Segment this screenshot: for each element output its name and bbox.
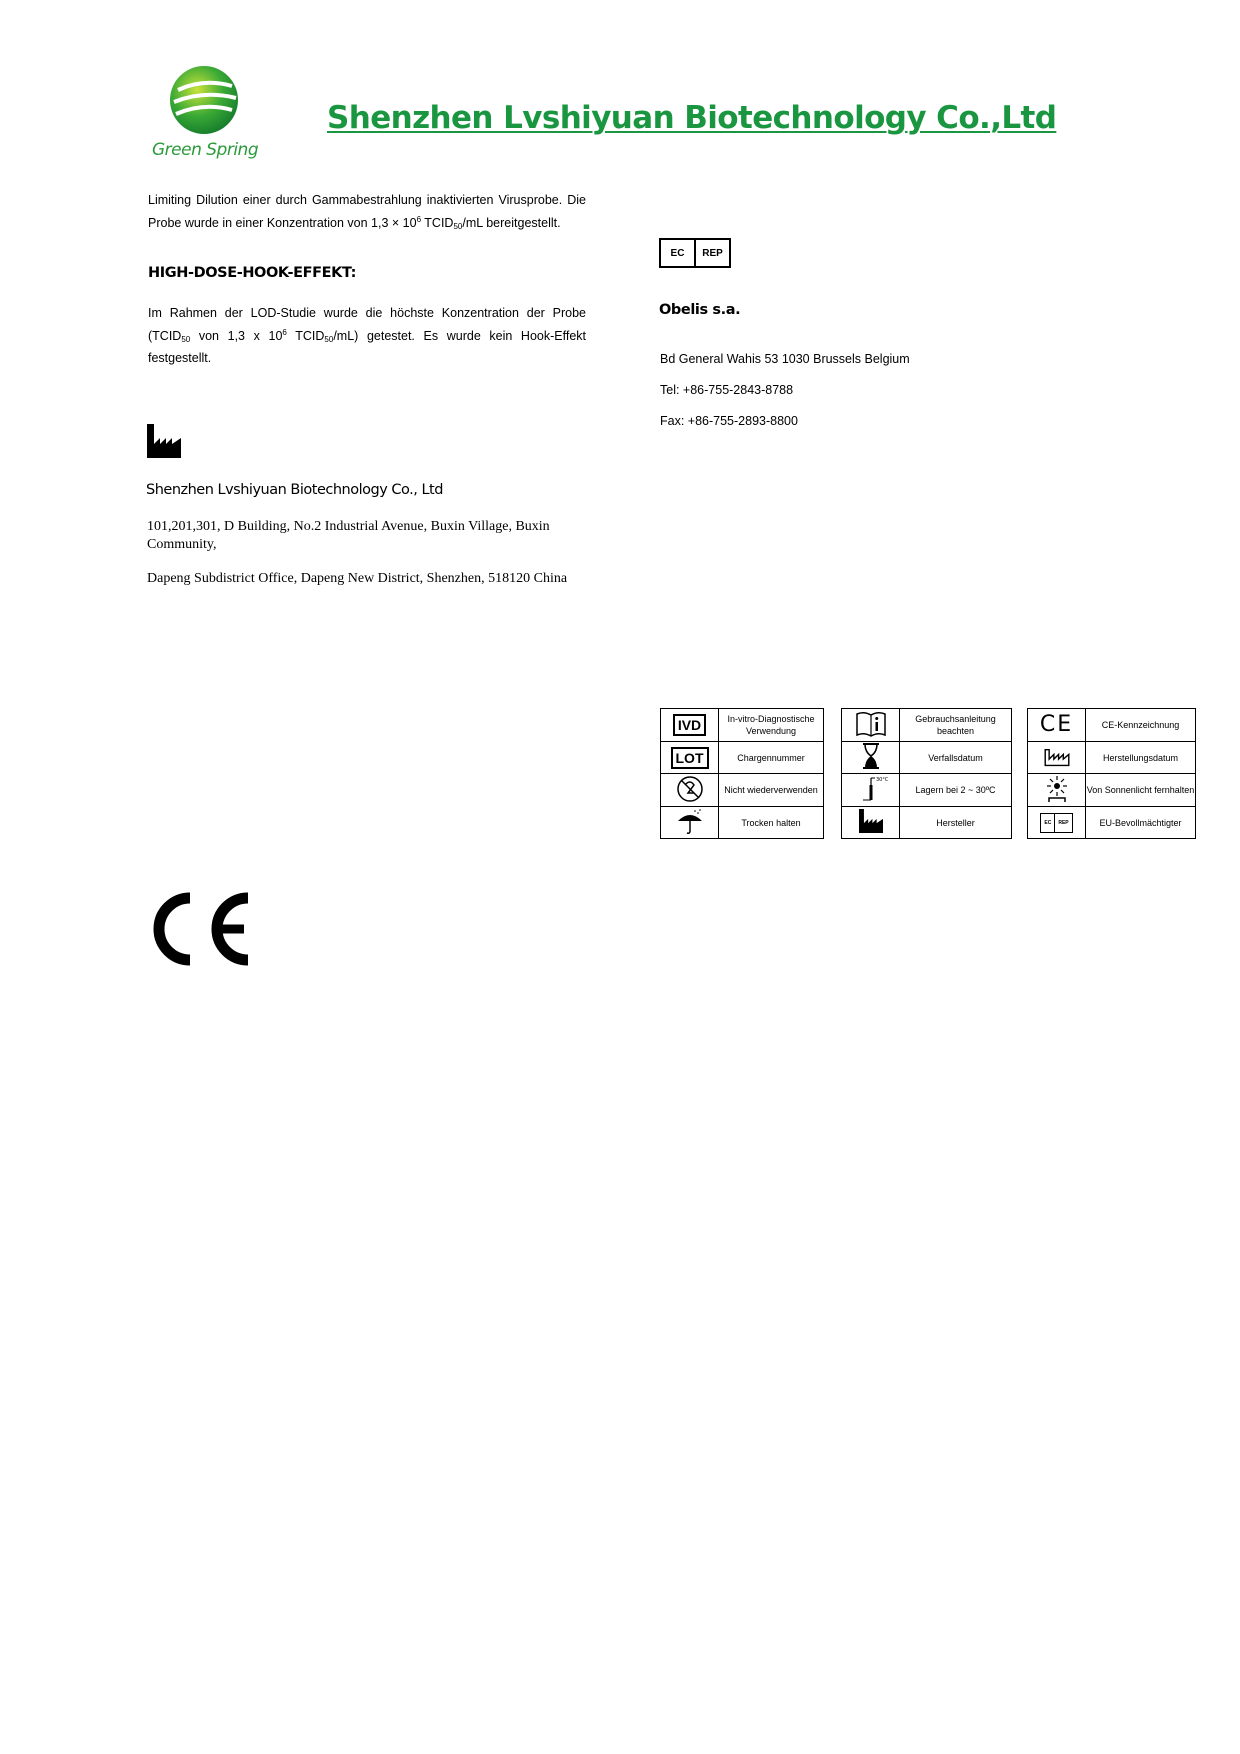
symbol-label: Hersteller bbox=[900, 807, 1012, 839]
logo-text: Green Spring bbox=[152, 140, 259, 160]
company-title: Shenzhen Lvshiyuan Biotechnology Co.,Ltd bbox=[327, 100, 1057, 136]
ivd-icon: IVD bbox=[661, 709, 719, 742]
ec-rep-icon bbox=[659, 238, 731, 268]
symbol-row bbox=[842, 807, 1012, 839]
ce-mark-icon: CE bbox=[1028, 709, 1086, 742]
hook-effect-paragraph: Im Rahmen der LOD-Studie wurde die höchste Konzentration der Probe ($TCID_{50}$ von 1,3 x $10^6$ $TCID_{50}/mL$) getestet. Es wurde kein Hook-Effekt festgestellt. bbox=[148, 306, 587, 365]
symbol-label: Verfallsdatum bbox=[900, 742, 1012, 774]
rep-label: REP bbox=[694, 240, 729, 266]
symbol-label: Herstellungsdatum bbox=[1086, 742, 1196, 774]
manufacture-date-icon bbox=[1028, 742, 1086, 774]
do-not-reuse-icon bbox=[661, 774, 719, 807]
symbol-label: CE-Kennzeichnung bbox=[1086, 709, 1196, 742]
eu-rep-name: Obelis s.a. bbox=[659, 302, 741, 318]
symbol-row bbox=[1028, 709, 1196, 742]
symbol-table-1 bbox=[660, 708, 824, 839]
symbol-row bbox=[661, 709, 824, 742]
symbol-row bbox=[661, 774, 824, 807]
lot-icon: LOT bbox=[661, 742, 719, 774]
hourglass-icon bbox=[842, 742, 900, 774]
symbol-label: Nicht wiederverwenden bbox=[719, 774, 824, 807]
eu-rep-tel: Tel: +86-755-2843-8788 bbox=[660, 383, 794, 397]
eu-rep-fax: Fax: +86-755-2893-8800 bbox=[660, 414, 798, 428]
symbol-row bbox=[842, 742, 1012, 774]
keep-dry-umbrella-icon bbox=[661, 807, 719, 839]
symbol-label: In-vitro-Diagnostische Verwendung bbox=[719, 709, 824, 742]
symbol-label: Von Sonnenlicht fernhalten bbox=[1086, 774, 1196, 807]
symbol-label: EU-Bevollmächtigter bbox=[1086, 807, 1196, 839]
symbol-row bbox=[661, 742, 824, 774]
green-spring-globe-logo bbox=[150, 62, 260, 142]
symbol-row bbox=[661, 807, 824, 839]
sunlight-icon bbox=[1028, 774, 1086, 807]
symbol-label: Lagern bei 2 ~ 30ºC bbox=[900, 774, 1012, 807]
manufacturer-address-line2: Dapeng Subdistrict Office, Dapeng New District, Shenzhen, 518120 China bbox=[147, 571, 568, 586]
symbol-row bbox=[842, 709, 1012, 742]
symbol-label: Gebrauchsanleitung beachten bbox=[900, 709, 1012, 742]
instructions-book-icon bbox=[842, 709, 900, 742]
symbol-row bbox=[842, 774, 1012, 807]
ec-rep-icon: EC REP bbox=[1028, 807, 1086, 839]
svg-text:30°C: 30°C bbox=[875, 776, 888, 783]
thermometer-icon bbox=[842, 774, 900, 807]
ec-label: EC bbox=[670, 247, 685, 259]
factory-icon bbox=[147, 424, 181, 463]
symbol-label: Chargennummer bbox=[719, 742, 824, 774]
symbol-row bbox=[1028, 807, 1196, 839]
limiting-dilution-paragraph: Limiting Dilution einer durch Gammabestrahlung inaktivierten Virusprobe. Die Probe wurde in einer Konzentration von $1,3 \times 10^6$ $TCID_{50}/mL$ bereitgestellt. bbox=[148, 193, 586, 231]
ce-mark-large-icon bbox=[148, 892, 252, 971]
eu-rep-address: Bd General Wahis 53 1030 Brussels Belgium bbox=[660, 352, 910, 366]
manufacturer-address-line1: 101,201,301, D Building, No.2 Industrial Avenue, Buxin Village, Buxin Community, bbox=[147, 519, 550, 552]
factory-icon bbox=[842, 807, 900, 839]
symbol-table-2 bbox=[841, 708, 1012, 839]
symbol-row bbox=[1028, 774, 1196, 807]
symbol-row bbox=[1028, 742, 1196, 774]
symbol-table-3 bbox=[1027, 708, 1196, 839]
hook-effect-heading: HIGH-DOSE-HOOK-EFFEKT: bbox=[148, 265, 357, 281]
symbol-label: Trocken halten bbox=[719, 807, 824, 839]
manufacturer-name: Shenzhen Lvshiyuan Biotechnology Co., Ltd bbox=[146, 482, 443, 498]
